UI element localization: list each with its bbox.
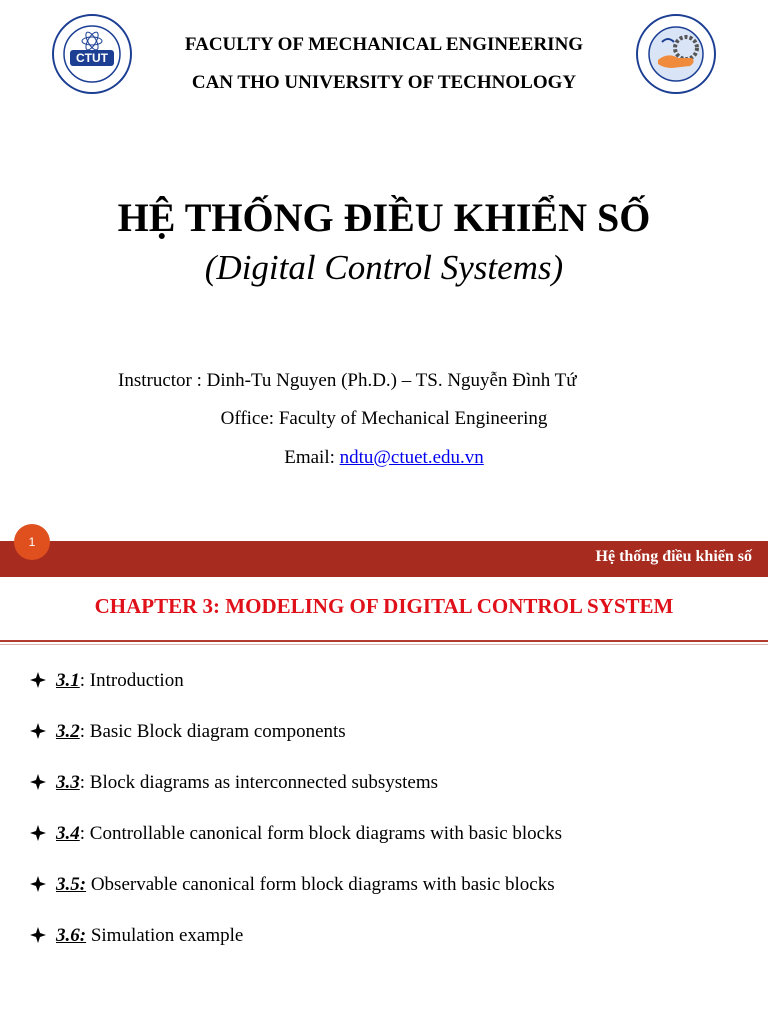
diamond-bullet-icon xyxy=(30,823,50,845)
faculty-logo xyxy=(636,14,716,94)
section-text: : Block diagrams as interconnected subsystems xyxy=(79,772,439,793)
instructor-line: Instructor : Dinh-Tu Nguyen (Ph.D.) – TS. Nguyễn Đình Tứ xyxy=(118,370,577,391)
faculty-name: FACULTY OF MECHANICAL ENGINEERING xyxy=(184,34,584,55)
section-text: Observable canonical form block diagrams with basic blocks xyxy=(86,874,555,895)
list-item xyxy=(30,874,555,896)
section-text: : Basic Block diagram components xyxy=(79,721,346,742)
list-item xyxy=(30,721,346,743)
list-item xyxy=(30,670,184,692)
email-link[interactable]: ndtu@ctuet.edu.vn xyxy=(339,447,484,468)
section-text: Simulation example xyxy=(86,925,244,946)
section-number: 3.6: xyxy=(56,925,87,946)
section-number: 3.5: xyxy=(56,874,87,895)
section-text: : Introduction xyxy=(79,670,184,691)
banner-title: Hệ thống điều khiển số xyxy=(595,548,752,565)
chapter-title: CHAPTER 3: MODELING OF DIGITAL CONTROL SYSTEM xyxy=(94,594,674,618)
list-item xyxy=(30,925,243,947)
section-number: 3.2 xyxy=(56,721,80,742)
email-line xyxy=(0,447,768,469)
course-title-vietnamese: HỆ THỐNG ĐIỀU KHIỂN SỐ xyxy=(117,195,651,240)
diamond-bullet-icon xyxy=(30,874,50,896)
diamond-bullet-icon xyxy=(30,772,50,794)
university-name: CAN THO UNIVERSITY OF TECHNOLOGY xyxy=(191,72,577,93)
section-text: : Controllable canonical form block diagrams with basic blocks xyxy=(79,823,563,844)
list-item xyxy=(30,823,562,845)
chapter-divider-shadow xyxy=(0,644,768,645)
course-title-english: (Digital Control Systems) xyxy=(204,248,564,287)
ctut-logo-text: CTUT xyxy=(76,51,108,65)
page-number-badge: 1 xyxy=(14,524,50,560)
section-number: 3.3 xyxy=(56,772,80,793)
diamond-bullet-icon xyxy=(30,721,50,743)
diamond-bullet-icon xyxy=(30,925,50,947)
section-number: 3.1 xyxy=(56,670,80,691)
list-item xyxy=(30,772,438,794)
diamond-bullet-icon xyxy=(30,670,50,692)
chapter-divider xyxy=(0,640,768,642)
email-label: Email: xyxy=(284,447,340,468)
section-number: 3.4 xyxy=(56,823,80,844)
ctut-logo xyxy=(52,14,132,94)
office-line: Office: Faculty of Mechanical Engineering xyxy=(220,408,548,429)
